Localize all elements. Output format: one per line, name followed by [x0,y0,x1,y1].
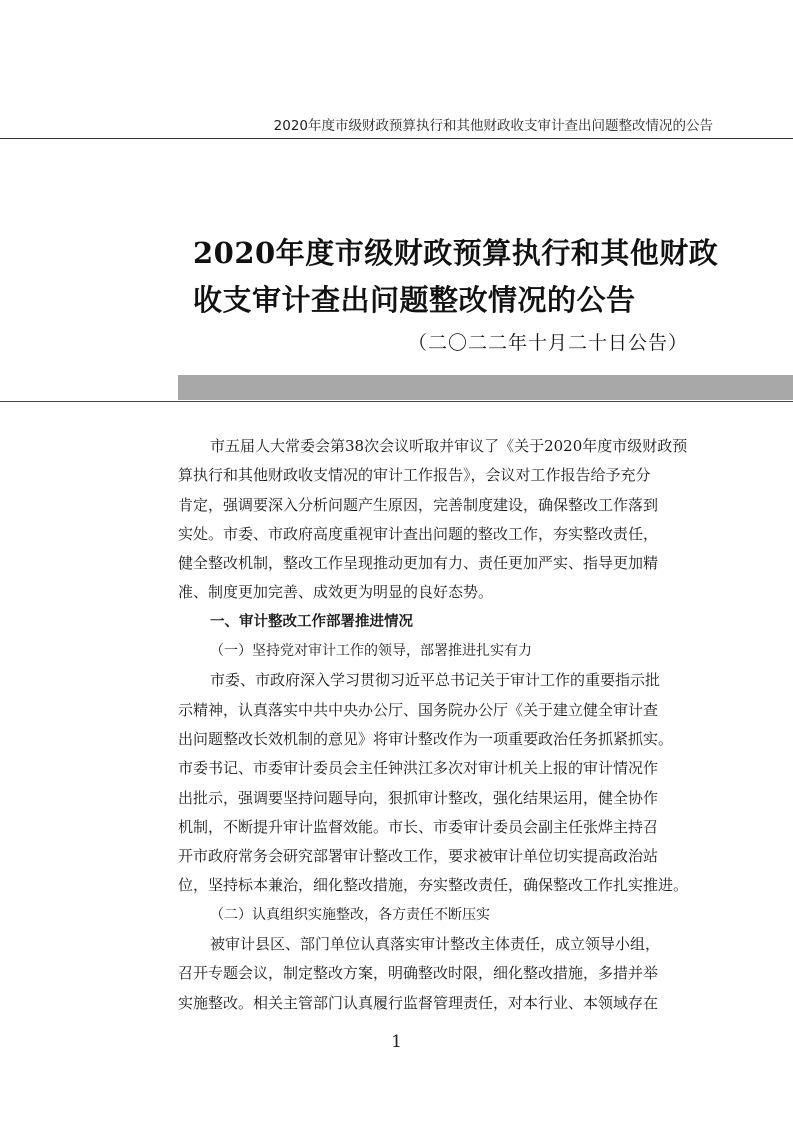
paragraph-line: 位，坚持标本兼治，细化整改措施，夯实整改责任，确保整改工作扎实推进。 [178,876,689,895]
decorative-grey-band [178,375,793,400]
paragraph-line: 市委、市政府深入学习贯彻习近平总书记关于审计工作的重要指示批 [210,671,661,690]
header-divider [0,138,793,139]
paragraph-line: 肯定，强调要深入分析问题产生原因，完善制度建设，确保整改工作落到 [178,495,659,514]
page-number: 1 [391,1032,402,1052]
paragraph-line: 算执行和其他财政收支情况的审计工作报告》，会议对工作报告给予充分 [178,466,651,485]
title-line-2: 收支审计查出问题整改情况的公告 [193,283,636,317]
paragraph-line: 市委书记、市委审计委员会主任钟洪江多次对审计机关上报的审计情况作 [178,759,659,778]
document-title [193,230,718,324]
body-text [178,432,718,1018]
paragraph-line: 市五届人大常委会第38次会议听取并审议了《关于2020年度市级财政预 [210,437,688,455]
paragraph-line: 健全整改机制，整改工作呈现推动更加有力、责任更加严实、指导更加精 [178,554,659,573]
title-divider [0,401,793,402]
paragraph-line: 示精神，认真落实中共中央办公厅、国务院办公厅《关于建立健全审计查 [178,700,659,719]
paragraph-line: 出批示，强调要坚持问题导向，狠抓审计整改，强化结果运用，健全协作 [178,788,659,807]
paragraph-line: 准、制度更加完善、成效更为明显的良好态势。 [178,583,494,602]
subsection-heading: （二）认真组织实施整改，各方责任不断压实 [210,906,490,923]
title-line-1: 2020年度市级财政预算执行和其他财政 [193,236,719,270]
paragraph-line: 机制，不断提升审计监督效能。市长、市委审计委员会副主任张烨主持召 [178,817,659,836]
paragraph-line: 出问题整改长效机制的意见》将审计整改作为一项重要政治任务抓紧抓实。 [178,729,674,748]
section-heading: 一、审计整改工作部署推进情况 [210,613,413,630]
paragraph-line: 被审计县区、部门单位认真落实审计整改主体责任，成立领导小组， [210,935,661,954]
paragraph-line: 召开专题会议，制定整改方案，明确整改时限，细化整改措施，多措并举 [178,964,659,983]
paragraph-line: 实处。市委、市政府高度重视审计查出问题的整改工作，夯实整改责任， [178,524,659,543]
subsection-heading: （一）坚持党对审计工作的领导，部署推进扎实有力 [210,643,532,660]
announcement-date: （二〇二二年十月二十日公告） [408,332,689,354]
paragraph-line: 实施整改。相关主管部门认真履行监督管理责任，对本行业、本领域存在 [178,993,659,1012]
running-header: 2020年度市级财政预算执行和其他财政收支审计查出问题整改情况的公告 [273,118,713,134]
paragraph-line: 开市政府常务会研究部署审计整改工作，要求被审计单位切实提高政治站 [178,847,659,866]
